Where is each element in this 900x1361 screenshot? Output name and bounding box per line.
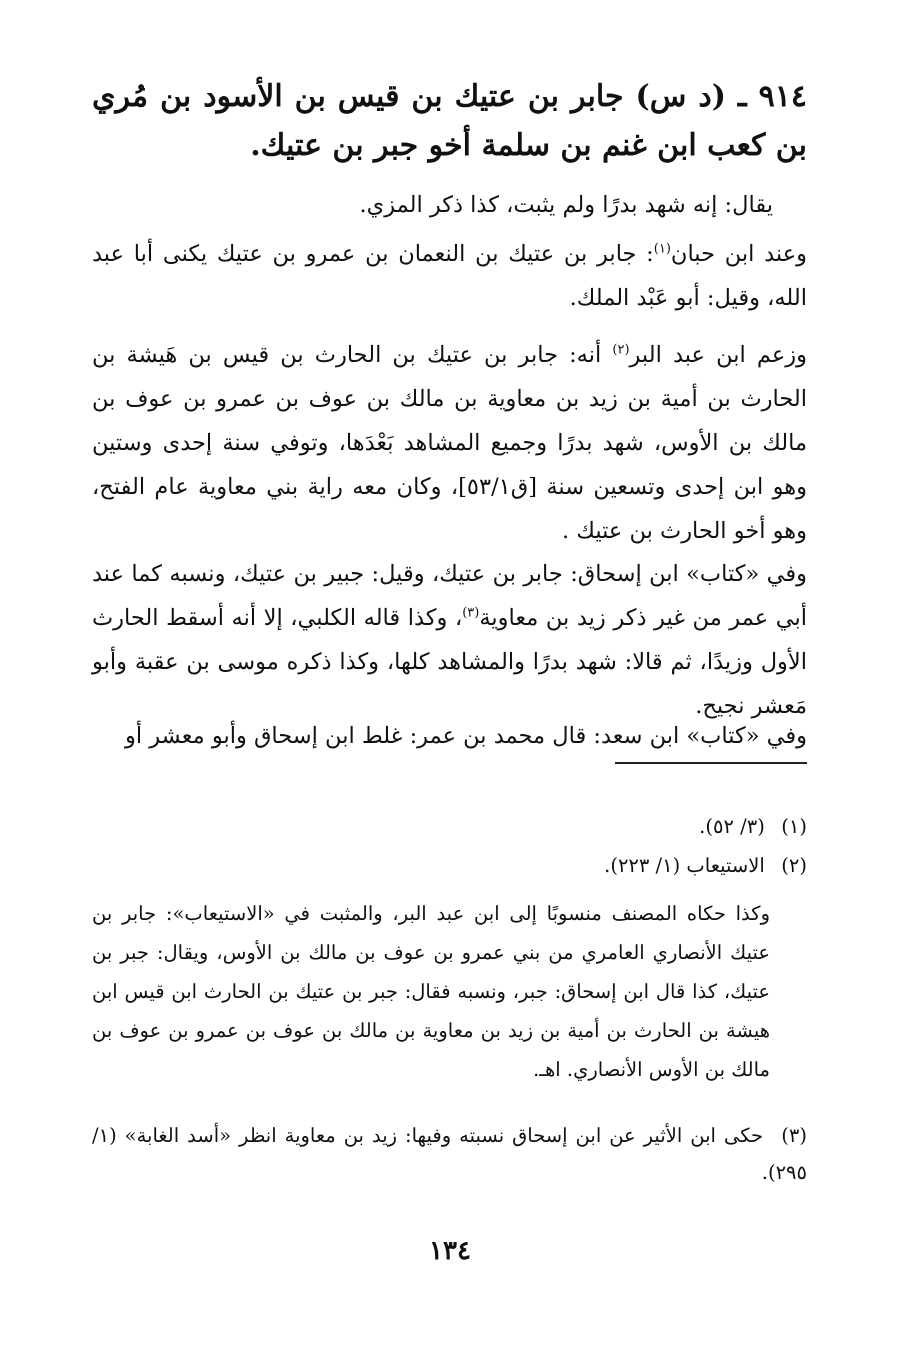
footnote-ref-2[interactable]: (٢) — [612, 342, 630, 358]
footnote-number: (١) — [781, 815, 807, 838]
footnote-text: وكذا حكاه المصنف منسوبًا إلى ابن عبد البر، والمثبت في «الاستيعاب»: جابر بن عتيك الأنصاري العامري من بني عمرو بن عوف بن مالك بن الأوس، ويقال: جبر بن عتيك، كذا قال ابن إسحاق: جبر، ونسبه فقال: جبر بن عتيك بن الحارث ابن قيس ابن هيشة بن الحارث بن أمية بن زيد بن معاوية بن مالك بن عوف بن عمرو بن عوف بن مالك بن الأوس الأنصاري. اهـ. — [92, 902, 770, 1081]
footnote-2-continuation — [92, 894, 770, 1089]
paragraph-text: وفي «كتاب» ابن سعد: قال محمد بن عمر: غلط ابن إسحاق وأبو معشر أو — [125, 723, 807, 749]
paragraph-text: وعند ابن حبان — [670, 241, 807, 267]
footnote-ref-3[interactable]: (٣) — [462, 605, 480, 621]
entry-heading — [92, 72, 807, 170]
footnote-2 — [92, 847, 807, 884]
footnote-separator — [615, 762, 807, 764]
paragraph-1 — [92, 183, 807, 227]
paragraph-2 — [92, 232, 807, 320]
footnote-1 — [92, 808, 807, 845]
paragraph-text: وفي «كتاب» ابن إسحاق: جابر بن عتيك، وقيل: جبير بن عتيك، ونسبه كما عند أبي عمر من غير ذكر زيد بن معاوية — [92, 561, 807, 631]
footnote-number: (٢) — [781, 854, 807, 877]
paragraph-text: أنه: جابر بن عتيك بن الحارث بن قيس بن هَيشة بن الحارث بن أمية بن زيد بن معاوية بن مالك بن عوف بن عمرو بن عوف بن مالك بن الأوس، شهد بدرًا وجميع المشاهد بَعْدَها، وتوفي سنة إحدى وستين وهو ابن إحدى وتسعين سنة [ق٥٣/١]، وكان معه راية بني معاوية عام الفتح، وهو أخو الحارث بن عتيك . — [92, 342, 807, 544]
entry-title: (د س) جابر بن عتيك بن قيس بن الأسود بن مُري بن كعب ابن غنم بن سلمة أخو جبر بن عتيك. — [92, 79, 807, 163]
paragraph-text: يقال: إنه شهد بدرًا ولم يثبت، كذا ذكر المزي. — [359, 192, 773, 218]
paragraph-4 — [92, 552, 807, 728]
footnote-text: حكى ابن الأثير عن ابن إسحاق نسبته وفيها: زيد بن معاوية انظر «أسد الغابة» (١/ ٢٩٥). — [92, 1124, 807, 1184]
page-number: ١٣٤ — [429, 1236, 471, 1266]
paragraph-text: ، وكذا قاله الكلبي، إلا أنه أسقط الحارث الأول وزيدًا، ثم قالا: شهد بدرًا والمشاهد كلها، وكذا ذكره موسى بن عقبة وأبو مَعشر نجيح. — [92, 605, 807, 719]
paragraph-text: وزعم ابن عبد البر — [629, 342, 807, 368]
footnote-3 — [92, 1117, 807, 1191]
entry-number: ٩١٤ ـ — [737, 79, 807, 114]
footnote-number: (٣) — [781, 1124, 807, 1147]
paragraph-5 — [92, 714, 807, 758]
paragraph-3 — [92, 333, 807, 553]
footnote-ref-1[interactable]: (١) — [653, 241, 671, 257]
footnote-text: (٣/ ٥٢). — [699, 815, 765, 838]
paragraph-text: : جابر بن عتيك بن النعمان بن عمرو بن عتيك يكنى أبا عبد الله، وقيل: أبو عَبْد الملك. — [92, 241, 807, 311]
footnote-text: الاستيعاب (١/ ٢٢٣). — [604, 854, 765, 877]
